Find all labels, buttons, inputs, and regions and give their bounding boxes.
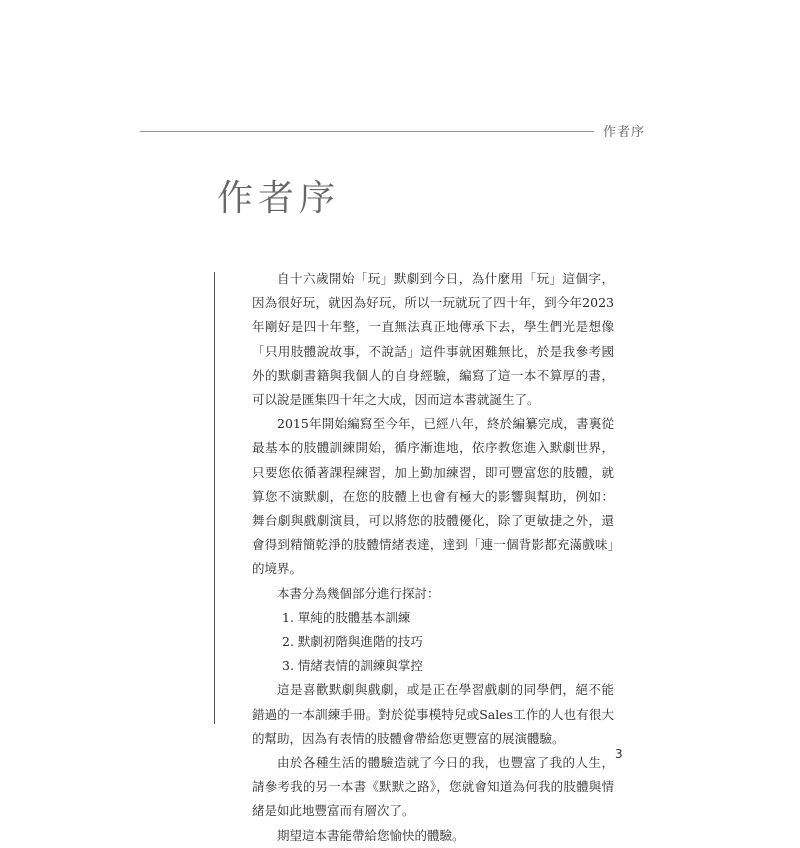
paragraph: 這是喜歡默劇與戲劇，或是正在學習戲劇的同學們，絕不能錯過的一本訓練手冊。對於從事模特兒或Sales工作的人也有很大的幫助，因為有表情的肢體會帶給您更豐富的展演體驗。 [252,682,614,746]
page-number: 3 [615,747,623,761]
paragraph: 自十六歲開始「玩」默劇到今日，為什麼用「玩」這個字，因為很好玩，就因為好玩，所以一玩就玩了四十年，到今年2023年剛好是四十年整，一直無法真正地傳承下去，學生們光是想像「只用肢體說故事，不說話」這件事就困難無比，於是我參考國外的默劇書籍與我個人的自身經驗，編寫了這一本不算厚的書，可以說是匯集四十年之大成，因而這本書就誕生了。 [252,271,614,408]
header-rule [140,131,594,132]
body-text [252,267,614,848]
paragraph: 期望這本書能帶給您愉快的體驗。 [277,827,465,843]
paragraph: 由於各種生活的體驗造就了今日的我，也豐富了我的人生，請參考我的另一本書《默默之路》，您就會知道為何我的肢體與情緒是如此地豐富而有層次了。 [252,755,614,819]
running-header: 作者序 [603,125,646,140]
list-item: 2. 默劇初階與進階的技巧 [282,634,423,650]
chapter-title: 作者序 [217,178,341,219]
paragraph: 2015年開始編寫至今年，已經八年，終於編纂完成，書裏從最基本的肢體訓練開始，循序漸進地，依序教您進入默劇世界，只要您依循著課程練習，加上勤加練習，即可豐富您的肢體，就算您不演默劇，在您的肢體上也會有極大的影響與幫助，例如：舞台劇與戲劇演員，可以將您的肢體優化，除了更敏捷之外，還會得到精簡乾淨的肢體情緒表達，達到「連一個背影都充滿戲味」的境界。 [252,416,614,577]
margin-bar [214,272,215,724]
paragraph: 本書分為幾個部分進行探討： [277,585,440,601]
list-item: 3. 情緒表情的訓練與掌控 [282,658,423,674]
list-item: 1. 單純的肢體基本訓練 [282,609,411,625]
